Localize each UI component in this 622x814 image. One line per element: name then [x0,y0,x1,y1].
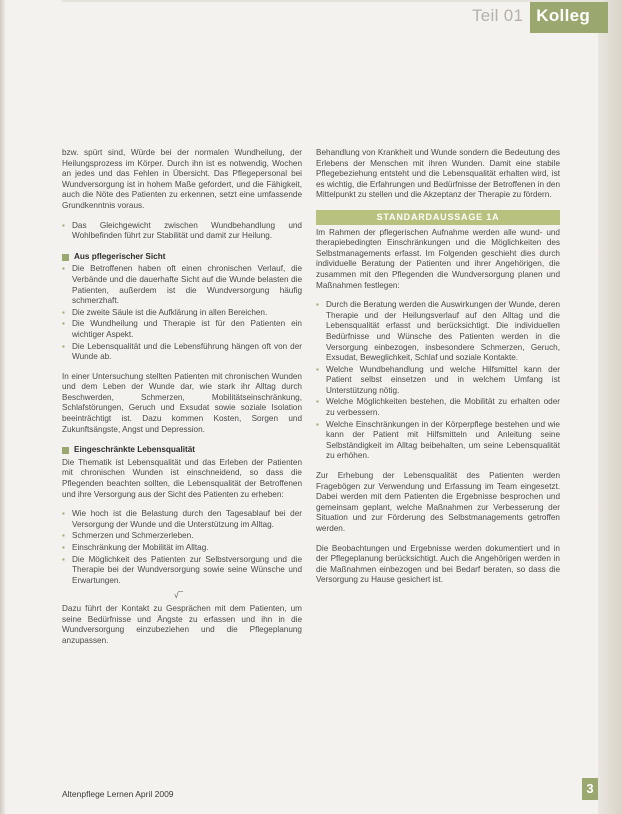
list-item: ▪ Das Gleichgewicht zwischen Wundbehandlung und Wohlbefinden führt zur Stabilität und damit zur Heilung. [62,221,302,242]
section-kolleg-tag: Kolleg [530,2,608,33]
list-item: ▪ Die Betroffenen haben oft einen chronischen Verlauf, die Verbände und die dauerhafte Sicht auf die Wunde belasten die Patienten, außerdem ist die Wundversorgung häufig schmerzhaft. [62,264,302,306]
standard-statement-banner: STANDARDAUSSAGE 1A [316,210,560,225]
list-item: ▪ Die zweite Säule ist die Aufklärung in allen Bereichen. [62,308,302,319]
page-number: 3 [582,778,598,800]
left-column [62,148,302,655]
list-item: ▪ Einschränkung der Mobilität im Alltag. [62,543,302,554]
subheading-lebensqualitaet [62,445,302,456]
footer-publication: Altenpflege Lernen April 2009 [62,789,174,799]
subheading-text: Eingeschränkte Lebensqualität [74,445,196,455]
left-bullet-list-2 [62,264,302,362]
list-item: ▪ Welche Wundbehandlung und welche Hilfsmittel kann der Patient selbst einsetzen und in welchem Umfang ist Unterstützung nötig. [316,365,560,397]
right-column [316,148,560,595]
list-item: ▪ Wie hoch ist die Belastung durch den Tagesablauf bei der Versorgung der Wunde und die Unterstützung im Alltag. [62,509,302,530]
formula-mark: √¯ [174,591,184,601]
list-item: ▪ Die Wundheilung und Therapie ist für den Patienten ein wichtiger Aspekt. [62,319,302,340]
list-item: ▪ Schmerzen und Schmerzerleben. [62,531,302,542]
right-paragraph-3: Die Beobachtungen und Ergebnisse werden dokumentiert und in der Pflegeplanung berücksichtigt. Auch die Angehörigen werden in die Maßnahmen einbezogen und bei Bedarf beraten, so dass die Versorgung zu Hause gesichert ist. [316,543,560,585]
right-paragraph-2: Zur Erhebung der Lebensqualität des Patienten werden Fragebögen zur Verwendung und Erfassung im Team eingesetzt. Dabei werden mit dem Patienten die Ergebnisse besprochen und gemeinsam geplant, welche Maßnahmen zur Verbesserung der Situation und zur Förderung des Selbstmanagements getroffen werden. [316,471,560,533]
left-paragraph-3: Die Thematik ist Lebensqualität und das Erleben der Patienten mit chronischen Wunden ist einschneidend, so dass die Pflegenden beachten sollten, die Lebensqualität der Betroffenen und ihre Versorgung aus der Sicht des Patienten zu erheben: [62,457,302,499]
square-bullet-icon [62,447,69,454]
subheading-text: Aus pflegerischer Sicht [74,251,166,261]
left-paragraph-4: Dazu führt der Kontakt zu Gesprächen mit dem Patienten, um seine Bedürfnisse und Ängste zu erfassen und ihn in die Wundversorgung einzubeziehen und die Pflegeplanung anzupassen. [62,603,302,645]
section-part-label: Teil 01 [472,6,524,25]
list-item: ▪ Die Lebensqualität und die Lebensführung hängen oft von der Wunde ab. [62,342,302,363]
list-item: ▪ Welche Einschränkungen in der Körperpflege bestehen und wie kann der Patient mit Hilfsmitteln und Anleitung seine Selbständigkeit im Alltag beibehalten, um seine Lebensqualität zu erhöhen. [316,420,560,462]
subheading-pflegerische-sicht [62,252,302,263]
square-bullet-icon [62,254,69,261]
right-paragraph-1: Im Rahmen der pflegerischen Aufnahme werden alle wund- und therapiebedingten Einschränkungen und die Möglichkeiten des Selbstmanagements erfasst. Im Folgenden geschieht dies durch individuelle Beratung der Patienten und ihrer Angehörigen, die zusammen mit den Pflegenden die Wundversorgung planen und Maßnahmen festlegen: [316,227,560,290]
left-paragraph-2: In einer Untersuchung stellten Patienten mit chronischen Wunden und dem Leben der Wunde dar, wie stark ihr Alltag durch Beschwerden, Schmerzen, Mobilitätseinschränkung, Schlafstörungen, Geruch und Exsudat sowie soziale Isolation beeinträchtigt ist. Dazu kommen Kosten, Sorgen und Zukunftsängste, Angst und Depression. [62,371,302,434]
page-binding [598,0,622,814]
list-item: ▪ Die Möglichkeit des Patienten zur Selbstversorgung und die Therapie bei der Wundversorgung sowie seine Wünsche und Erwartungen. [62,555,302,587]
list-item: ▪ Welche Möglichkeiten bestehen, die Mobilität zu erhalten oder zu verbessern. [316,397,560,418]
list-item: ▪ Durch die Beratung werden die Auswirkungen der Wunde, deren Therapie und der Heilungsverlauf auf den Alltag und die Lebensqualität erfasst und berücksichtigt. Die individuellen Bedürfnisse und Wünsche des Patienten werden in die Versorgung einbezogen, insbesondere Schmerzen, Geruch, Exsudat, Beweglichkeit, Schlaf und soziale Kontakte. [316,300,560,364]
section-header [472,6,608,26]
left-intro-paragraph: bzw. spürt sind, Würde bei der normalen Wundheilung, der Heilungsprozess im Körper. Durch ihn ist es notwendig, Wochen an jedes und das Fehlen in Übersicht. Das Pflegepersonal bei Wundversorgung ist in hohem Maße gefordert, und die Fähigkeit, auch die Nöte des Patienten zu erkennen, setzt eine umfassende Grundkenntnis voraus. [62,148,302,210]
right-bullet-list [316,300,560,462]
left-bullet-list-1 [62,221,302,242]
right-intro-paragraph: Behandlung von Krankheit und Wunde sondern die Bedeutung des Erlebens der Menschen mit ihren Wunden. Damit eine stabile Pflegebeziehung entsteht und die Lebensqualität erhalten wird, ist es wichtig, die Erfahrungen und Bedürfnisse der Betroffenen in den Mittelpunkt zu stellen und die Akzeptanz der Therapie zu fördern. [316,148,560,200]
page-edge [0,0,6,814]
left-bullet-list-3 [62,509,302,586]
